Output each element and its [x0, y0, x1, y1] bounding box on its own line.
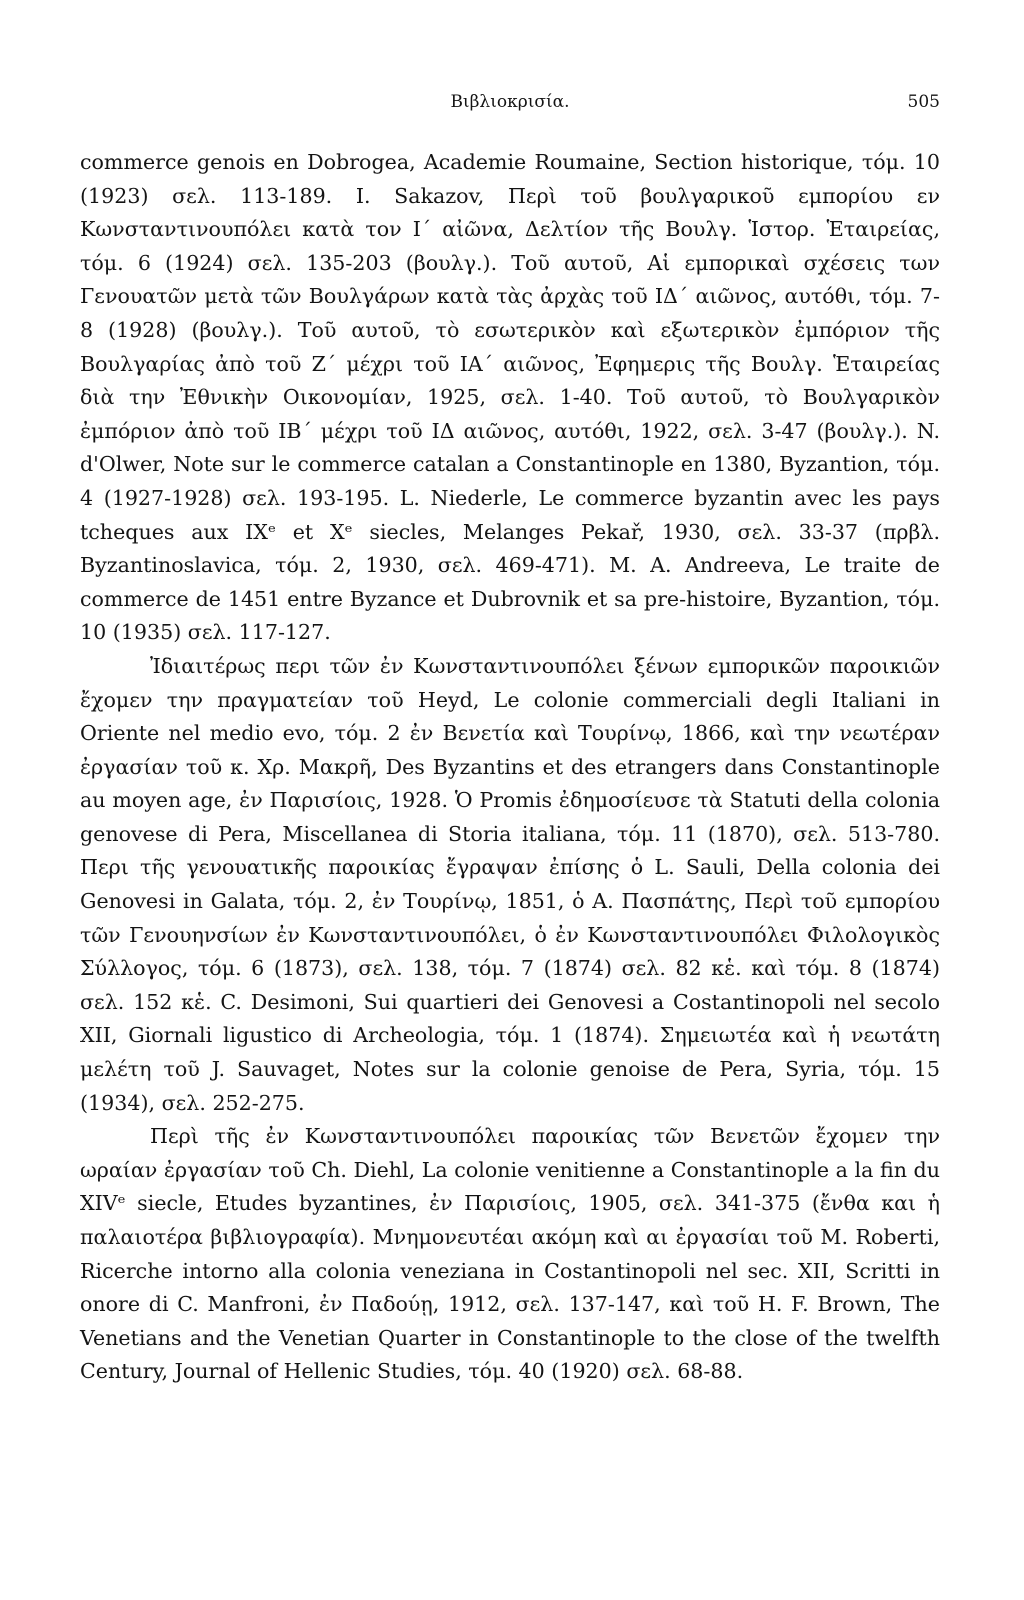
text-body [80, 146, 940, 1389]
paragraph-genoese-colony: Ἰδιαιτέρως περι τῶν ἐν Κωνσταντινουπόλει ξένων εμπορικῶν παροικιῶν ἔχομεν την πραγματείαν τοῦ Heyd, Le colonie commerciali degli Italiani in Oriente nel medio evo, τόμ. 2 ἐν Βενετία καὶ Τουρίνῳ, 1866, καὶ την νεωτέραν ἐργασίαν τοῦ κ. Χρ. Μακρῆ, Des Byzantins et des etrangers dans Constantinople au moyen age, ἐν Παρισίοις, 1928. Ὁ Promis ἐδημοσίευσε τὰ Statuti della colonia genovese di Pera, Miscellanea di Storia italiana, τόμ. 11 (1870), σελ. 513-780. Περι τῆς γενουατικῆς παροικίας ἔγραψαν ἐπίσης ὁ L. Sauli, Della colonia dei Genovesi in Galata, τόμ. 2, ἐν Τουρίνῳ, 1851, ὁ Α. Πασπάτης, Περὶ τοῦ εμπορίου τῶν Γενουηνσίων ἐν Κωνσταντινουπόλει, ὁ ἐν Κωνσταντινουπόλει Φιλολογικὸς Σύλλογος, τόμ. 6 (1873), σελ. 138, τόμ. 7 (1874) σελ. 82 κἑ. καὶ τόμ. 8 (1874) σελ. 152 κἑ. C. Desimoni, Sui quartieri dei Genovesi a Costantinopoli nel secolo XII, Giornali ligustico di Archeologia, τόμ. 1 (1874). Σημειωτέα καὶ ἡ νεωτάτη μελέτη τοῦ J. Sauvaget, Notes sur la colonie genoise de Pera, Syria, τόμ. 15 (1934), σελ. 252-275. [80, 653, 940, 1115]
running-title: Βιβλιοκρισία. [450, 92, 570, 112]
paragraph-bibliography-general: commerce genois en Dobrogea, Academie Roumaine, Section historique, τόμ. 10 (1923) σελ. 113-189. I. Sakazov, Περὶ τοῦ βουλγαρικοῦ εμπορίου εν Κωνσταντινουπόλει κατὰ τον Ι΄ αἰῶνα, Δελτίον τῆς Βουλγ. Ἱστορ. Ἑταιρείας, τόμ. 6 (1924) σελ. 135-203 (βουλγ.). Τοῦ αυτοῦ, Αἱ εμπορικαὶ σχέσεις των Γενουατῶν μετὰ τῶν Βουλγάρων κατὰ τὰς ἀρχὰς τοῦ ΙΔ΄ αιῶνος, αυτόθι, τόμ. 7-8 (1928) (βουλγ.). Τοῦ αυτοῦ, τὸ εσωτερικὸν καὶ εξωτερικὸν ἐμπόριον τῆς Βουλγαρίας ἀπὸ τοῦ Ζ΄ μέχρι τοῦ ΙΑ΄ αιῶνος, Ἐφημερις τῆς Βουλγ. Ἑταιρείας διὰ την Ἐθνικὴν Οικονομίαν, 1925, σελ. 1-40. Τοῦ αυτοῦ, τὸ Βουλγαρικὸν ἐμπόριον ἀπὸ τοῦ ΙΒ΄ μέχρι τοῦ ΙΔ αιῶνος, αυτόθι, 1922, σελ. 3-47 (βουλγ.). N. d'Olwer, Note sur le commerce catalan a Constantinople en 1380, Byzantion, τόμ. 4 (1927-1928) σελ. 193-195. L. Niederle, Le commerce byzantin avec les pays tcheques aux IXᵉ et Xᵉ siecles, Melanges Pekař, 1930, σελ. 33-37 (πρβλ. Byzantinoslavica, τόμ. 2, 1930, σελ. 469-471). M. A. Andreeva, Le traite de commerce de 1451 entre Byzance et Dubrovnik et sa pre-histoire, Byzantion, τόμ. 10 (1935) σελ. 117-127. [80, 150, 940, 645]
page-number: 505 [907, 92, 940, 112]
paragraph-venetian-colony: Περὶ τῆς ἐν Κωνσταντινουπόλει παροικίας τῶν Βενετῶν ἔχομεν την ωραίαν ἐργασίαν τοῦ Ch. Diehl, La colonie venitienne a Constantinople a la fin du XIVᵉ siecle, Etudes byzantines, ἐν Παρισίοις, 1905, σελ. 341-375 (ἔνθα και ἡ παλαιοτέρα βιβλιογραφία). Μνημονευτέαι ακόμη καὶ αι ἐργασίαι τοῦ M. Roberti, Ricerche intorno alla colonia veneziana in Costantinopoli nel sec. XII, Scritti in onore di C. Manfroni, ἐν Παδούῃ, 1912, σελ. 137-147, καὶ τοῦ H. F. Brown, The Venetians and the Venetian Quarter in Constantinople to the close of the twelfth Century, Journal of Hellenic Studies, τόμ. 40 (1920) σελ. 68-88. [80, 1124, 940, 1384]
running-head [80, 92, 940, 122]
